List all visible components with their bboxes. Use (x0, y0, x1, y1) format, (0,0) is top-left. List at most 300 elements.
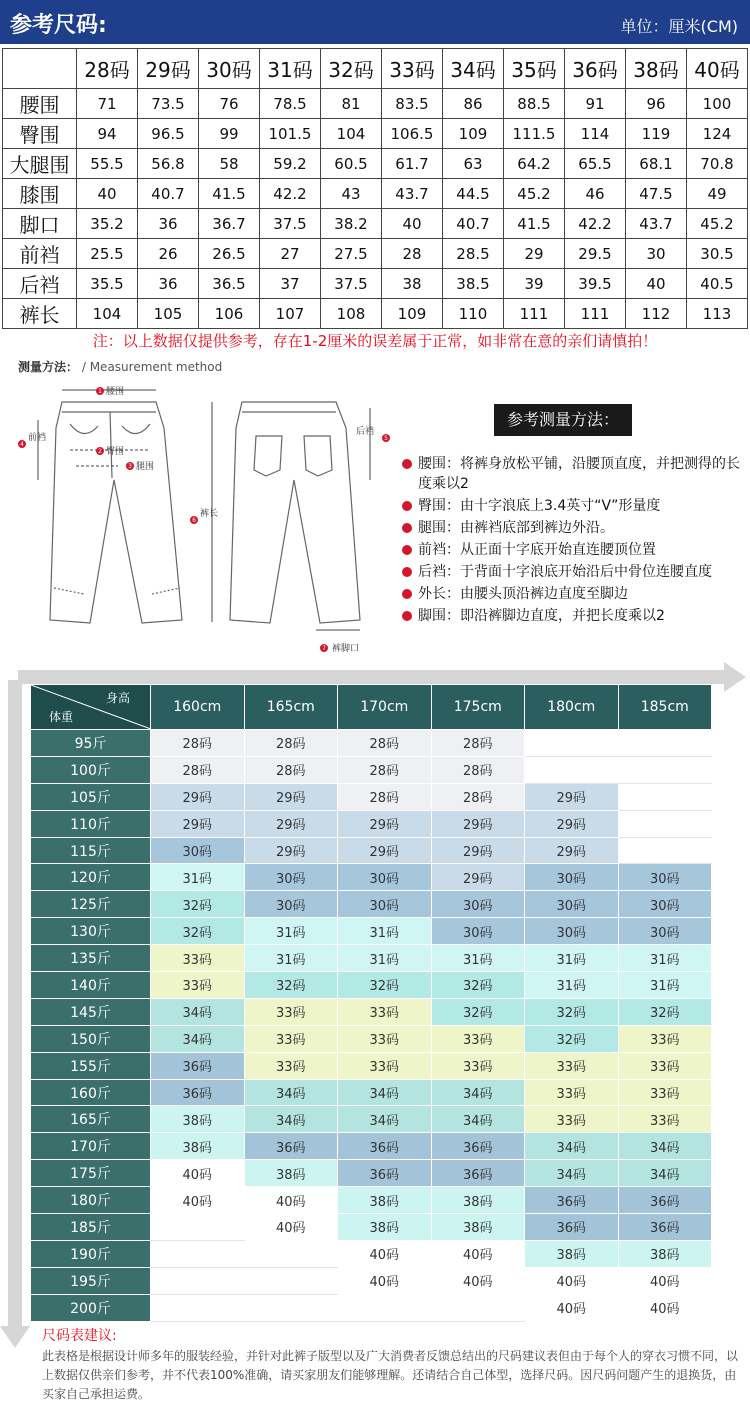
rec-cell: 36码 (525, 1214, 619, 1241)
rec-row (31, 1267, 712, 1294)
diagram-num-5: 5 (384, 435, 388, 442)
size-cell: 78.5 (260, 89, 321, 119)
rec-cell: 40码 (431, 1267, 525, 1294)
arrow-vertical (8, 680, 22, 1330)
rec-cell: 36码 (431, 1133, 525, 1160)
size-row (3, 239, 748, 269)
rec-cell: 33码 (338, 1052, 432, 1079)
rec-cell: 34码 (244, 1079, 338, 1106)
rec-cell (618, 756, 712, 783)
size-cell: 59.2 (260, 149, 321, 179)
size-cell: 106.5 (382, 119, 443, 149)
rec-cell: 32码 (244, 972, 338, 999)
size-cell: 91 (565, 89, 626, 119)
diagram-label-length: 裤长 (200, 509, 219, 519)
rec-cell: 40码 (525, 1294, 619, 1321)
rec-cell: 31码 (338, 945, 432, 972)
size-header: 30码 (199, 49, 260, 89)
rec-cell: 30码 (244, 864, 338, 891)
measure-method-en: / Measurement method (81, 360, 223, 374)
rec-cell: 31码 (244, 918, 338, 945)
instruction-item (402, 496, 747, 516)
rec-cell (244, 1294, 338, 1321)
rec-cell: 33码 (244, 1052, 338, 1079)
rec-row (31, 837, 712, 864)
rec-cell: 40码 (618, 1294, 712, 1321)
size-header: 38码 (626, 49, 687, 89)
rec-cell: 33码 (525, 1052, 619, 1079)
size-row (3, 119, 748, 149)
rec-cell: 32码 (338, 972, 432, 999)
size-cell: 96.5 (138, 119, 199, 149)
rec-cell: 34码 (618, 1133, 712, 1160)
weight-label: 140斤 (31, 972, 151, 999)
size-cell: 81 (321, 89, 382, 119)
rec-cell: 29码 (151, 810, 245, 837)
rec-cell: 29码 (244, 783, 338, 810)
size-cell: 106 (199, 299, 260, 329)
weight-label: 170斤 (31, 1133, 151, 1160)
rec-cell: 36码 (618, 1187, 712, 1214)
size-row-label: 脚口 (3, 209, 77, 239)
rec-cell: 33码 (525, 1079, 619, 1106)
size-cell: 71 (77, 89, 138, 119)
measure-method-cn: 测量方法： (18, 360, 79, 374)
rec-cell: 32码 (431, 998, 525, 1025)
rec-cell: 30码 (618, 918, 712, 945)
size-cell: 60.5 (321, 149, 382, 179)
rec-cell: 33码 (338, 998, 432, 1025)
size-cell: 64.2 (504, 149, 565, 179)
size-cell: 55.5 (77, 149, 138, 179)
rec-cell: 32码 (151, 891, 245, 918)
rec-cell: 28码 (431, 730, 525, 757)
rec-cell: 40码 (151, 1187, 245, 1214)
size-row-label: 腰围 (3, 89, 77, 119)
arrow-vertical-head (0, 1326, 30, 1348)
rec-cell: 36码 (525, 1187, 619, 1214)
instruction-item (402, 562, 747, 582)
bullet-icon (402, 611, 412, 621)
pants-diagram (14, 380, 394, 655)
rec-cell: 36码 (151, 1052, 245, 1079)
instruction-text: 后裆：于背面十字浪底开始沿后中骨位连腰直度 (418, 564, 712, 580)
size-cell: 114 (565, 119, 626, 149)
size-cell: 63 (443, 149, 504, 179)
size-header: 36码 (565, 49, 626, 89)
size-cell: 61.7 (382, 149, 443, 179)
size-cell: 73.5 (138, 89, 199, 119)
diagram-num-3: 3 (128, 463, 132, 470)
header-unit: 单位：厘米(CM) (620, 17, 738, 36)
size-cell: 40 (626, 269, 687, 299)
instruction-text: 腰围：将裤身放松平铺，沿腰顶直度，并把测得的长度乘以2 (418, 456, 740, 492)
size-cell: 101.5 (260, 119, 321, 149)
header-title: 参考尺码: (10, 13, 107, 38)
rec-cell: 38码 (151, 1133, 245, 1160)
size-cell: 43.7 (626, 209, 687, 239)
size-cell: 113 (687, 299, 748, 329)
size-cell: 25.5 (77, 239, 138, 269)
rec-cell: 32码 (431, 972, 525, 999)
size-cell: 100 (687, 89, 748, 119)
size-cell: 119 (626, 119, 687, 149)
bullet-icon (402, 567, 412, 577)
rec-cell: 40码 (525, 1267, 619, 1294)
size-cell: 96 (626, 89, 687, 119)
weight-label: 180斤 (31, 1187, 151, 1214)
weight-label: 190斤 (31, 1240, 151, 1267)
bullet-icon (402, 501, 412, 511)
size-cell: 36.7 (199, 209, 260, 239)
instruction-text: 腿围：由裤裆底部到裤边外沿。 (418, 520, 614, 536)
corner-height-label: 身高 (105, 691, 130, 705)
size-cell: 104 (77, 299, 138, 329)
rec-row (31, 1187, 712, 1214)
size-cell: 124 (687, 119, 748, 149)
rec-cell: 29码 (431, 864, 525, 891)
weight-label: 160斤 (31, 1079, 151, 1106)
rec-row (31, 1025, 712, 1052)
rec-cell: 32码 (525, 998, 619, 1025)
rec-row (31, 945, 712, 972)
size-cell: 108 (321, 299, 382, 329)
size-cell: 105 (138, 299, 199, 329)
diagram-label-hip: 臀围 (106, 447, 125, 457)
arrow-horizontal (18, 670, 728, 684)
height-header: 185cm (618, 685, 712, 730)
header-bar (0, 0, 750, 44)
diagram-num-1: 1 (98, 388, 102, 395)
size-cell: 88.5 (504, 89, 565, 119)
rec-cell: 33码 (431, 1052, 525, 1079)
height-header: 180cm (525, 685, 619, 730)
weight-label: 150斤 (31, 1025, 151, 1052)
rec-cell: 30码 (525, 918, 619, 945)
height-header: 175cm (431, 685, 525, 730)
size-cell: 40.7 (138, 179, 199, 209)
instruction-text: 臀围：由十字浪底上3.4英寸“V”形量度 (418, 498, 661, 514)
diagram-num-6: 6 (192, 517, 196, 524)
arrow-horizontal-head (724, 662, 746, 692)
rec-cell: 33码 (244, 1025, 338, 1052)
rec-row (31, 864, 712, 891)
size-row (3, 269, 748, 299)
size-cell: 37 (260, 269, 321, 299)
rec-cell: 31码 (338, 918, 432, 945)
rec-cell: 30码 (338, 891, 432, 918)
size-cell: 27.5 (321, 239, 382, 269)
rec-cell: 33码 (618, 1025, 712, 1052)
corner-weight-label: 体重 (49, 710, 74, 724)
rec-cell: 40码 (244, 1187, 338, 1214)
rec-cell: 28码 (338, 783, 432, 810)
rec-cell: 28码 (431, 783, 525, 810)
rec-cell: 29码 (431, 837, 525, 864)
rec-cell: 30码 (525, 891, 619, 918)
size-cell: 27 (260, 239, 321, 269)
rec-cell (244, 1267, 338, 1294)
rec-cell: 34码 (338, 1079, 432, 1106)
size-row-label: 大腿围 (3, 149, 77, 179)
size-row-label: 裤长 (3, 299, 77, 329)
height-header: 170cm (338, 685, 432, 730)
size-header: 40码 (687, 49, 748, 89)
weight-label: 185斤 (31, 1214, 151, 1241)
weight-label: 155斤 (31, 1052, 151, 1079)
rec-cell: 38码 (338, 1187, 432, 1214)
size-cell: 37.5 (321, 269, 382, 299)
rec-cell: 33码 (151, 945, 245, 972)
weight-label: 105斤 (31, 783, 151, 810)
rec-cell: 36码 (338, 1133, 432, 1160)
instruction-item (402, 584, 747, 604)
rec-row (31, 998, 712, 1025)
diagram-num-7: 7 (322, 645, 326, 652)
rec-cell: 32码 (525, 1025, 619, 1052)
instruction-text: 前裆：从正面十字底开始直连腰顶位置 (418, 542, 656, 558)
size-cell: 39.5 (565, 269, 626, 299)
size-cell: 40.5 (687, 269, 748, 299)
rec-cell: 34码 (431, 1079, 525, 1106)
rec-cell: 32码 (151, 918, 245, 945)
size-cell: 28.5 (443, 239, 504, 269)
size-header: 33码 (382, 49, 443, 89)
diagram-num-2: 2 (98, 448, 102, 455)
rec-cell: 31码 (618, 945, 712, 972)
bullet-icon (402, 589, 412, 599)
weight-label: 135斤 (31, 945, 151, 972)
rec-cell: 33码 (338, 1025, 432, 1052)
size-cell: 30 (626, 239, 687, 269)
diagram-label-waist: 腰围 (106, 387, 125, 397)
size-cell: 70.8 (687, 149, 748, 179)
size-cell: 45.2 (687, 209, 748, 239)
rec-cell: 28码 (338, 730, 432, 757)
size-cell: 41.5 (504, 209, 565, 239)
size-cell: 111 (504, 299, 565, 329)
measure-method-label (18, 358, 222, 375)
rec-cell: 28码 (338, 756, 432, 783)
rec-cell: 28码 (151, 730, 245, 757)
size-cell: 94 (77, 119, 138, 149)
rec-cell: 29码 (431, 810, 525, 837)
rec-cell: 34码 (338, 1106, 432, 1133)
size-cell: 56.8 (138, 149, 199, 179)
size-cell: 42.2 (260, 179, 321, 209)
instruction-item (402, 518, 747, 538)
rec-cell: 33码 (618, 1052, 712, 1079)
size-cell: 110 (443, 299, 504, 329)
rec-cell: 28码 (244, 756, 338, 783)
rec-cell (431, 1294, 525, 1321)
size-cell: 38 (382, 269, 443, 299)
rec-row (31, 918, 712, 945)
size-cell: 99 (199, 119, 260, 149)
weight-label: 195斤 (31, 1267, 151, 1294)
size-cell: 29.5 (565, 239, 626, 269)
size-cell: 47.5 (626, 179, 687, 209)
rec-cell: 36码 (151, 1079, 245, 1106)
rec-row (31, 810, 712, 837)
rec-cell (151, 1240, 245, 1267)
size-cell: 109 (382, 299, 443, 329)
instruction-item (402, 454, 747, 494)
size-cell: 30.5 (687, 239, 748, 269)
rec-cell: 29码 (244, 810, 338, 837)
size-cell: 43 (321, 179, 382, 209)
rec-cell: 38码 (618, 1240, 712, 1267)
rec-row (31, 1052, 712, 1079)
rec-row (31, 972, 712, 999)
rec-row (31, 1240, 712, 1267)
rec-cell (618, 730, 712, 757)
rec-cell: 36码 (244, 1133, 338, 1160)
rec-cell: 34码 (151, 998, 245, 1025)
rec-cell: 28码 (244, 730, 338, 757)
weight-label: 95斤 (31, 730, 151, 757)
rec-cell: 29码 (525, 783, 619, 810)
rec-cell: 30码 (431, 918, 525, 945)
rec-row (31, 756, 712, 783)
diagram-label-thigh: 腿围 (136, 462, 155, 472)
rec-cell (151, 1294, 245, 1321)
rec-cell: 38码 (525, 1240, 619, 1267)
rec-cell: 30码 (618, 891, 712, 918)
size-cell: 76 (199, 89, 260, 119)
rec-row (31, 730, 712, 757)
rec-cell: 38码 (431, 1214, 525, 1241)
rec-cell: 30码 (244, 891, 338, 918)
size-row-label: 后裆 (3, 269, 77, 299)
rec-cell (525, 730, 619, 757)
instruction-text: 脚围：即沿裤脚边直度，并把长度乘以2 (418, 608, 665, 624)
weight-label: 120斤 (31, 864, 151, 891)
rec-cell: 40码 (244, 1214, 338, 1241)
weight-label: 130斤 (31, 918, 151, 945)
rec-cell: 29码 (525, 837, 619, 864)
size-cell: 39 (504, 269, 565, 299)
rec-cell: 31码 (431, 945, 525, 972)
rec-cell: 33码 (618, 1079, 712, 1106)
rec-cell: 30码 (151, 837, 245, 864)
rec-cell: 33码 (431, 1025, 525, 1052)
size-header: 35码 (504, 49, 565, 89)
rec-row (31, 1133, 712, 1160)
size-header: 31码 (260, 49, 321, 89)
weight-label: 175斤 (31, 1160, 151, 1187)
rec-cell: 38码 (244, 1160, 338, 1187)
size-row-label: 臀围 (3, 119, 77, 149)
instruction-item (402, 540, 747, 560)
size-cell: 28 (382, 239, 443, 269)
size-cell: 46 (565, 179, 626, 209)
rec-cell: 29码 (338, 837, 432, 864)
rec-cell (618, 783, 712, 810)
rec-cell: 40码 (151, 1160, 245, 1187)
size-header: 32码 (321, 49, 382, 89)
weight-label: 115斤 (31, 837, 151, 864)
diagram-label-back-rise: 后裆 (356, 427, 375, 437)
instruction-text: 外长：由腰头顶沿裤边直度至脚边 (418, 586, 628, 602)
size-row-label: 前裆 (3, 239, 77, 269)
rec-cell (618, 837, 712, 864)
weight-label: 145斤 (31, 998, 151, 1025)
size-cell: 109 (443, 119, 504, 149)
size-cell: 68.1 (626, 149, 687, 179)
size-cell: 40 (77, 179, 138, 209)
disclaimer-note: 注：以上数据仅提供参考，存在1-2厘米的误差属于正常，如非常在意的亲们请慎拍！ (92, 332, 658, 350)
weight-label: 110斤 (31, 810, 151, 837)
rec-cell: 38码 (431, 1187, 525, 1214)
rec-cell: 29码 (338, 810, 432, 837)
rec-cell: 36码 (618, 1214, 712, 1241)
rec-cell: 34码 (525, 1160, 619, 1187)
rec-cell: 29码 (244, 837, 338, 864)
ref-method-title: 参考测量方法： (494, 404, 632, 436)
rec-row (31, 1106, 712, 1133)
rec-cell: 33码 (525, 1106, 619, 1133)
size-header: 34码 (443, 49, 504, 89)
size-cell: 42.2 (565, 209, 626, 239)
rec-cell: 31码 (525, 972, 619, 999)
rec-cell: 33码 (618, 1106, 712, 1133)
rec-cell: 30码 (618, 864, 712, 891)
rec-cell: 40码 (431, 1240, 525, 1267)
size-cell: 86 (443, 89, 504, 119)
rec-cell: 33码 (151, 972, 245, 999)
rec-cell: 34码 (244, 1106, 338, 1133)
rec-cell: 31码 (244, 945, 338, 972)
rec-cell: 34码 (618, 1160, 712, 1187)
size-row (3, 299, 748, 329)
size-cell: 44.5 (443, 179, 504, 209)
size-recommendation-table (30, 684, 712, 1322)
height-header: 165cm (244, 685, 338, 730)
size-cell: 49 (687, 179, 748, 209)
rec-cell: 34码 (525, 1133, 619, 1160)
rec-cell: 38码 (338, 1214, 432, 1241)
size-row-label: 膝围 (3, 179, 77, 209)
size-cell: 104 (321, 119, 382, 149)
height-header: 160cm (151, 685, 245, 730)
suggestion-body: 此表格是根据设计师多年的服装经验，并针对此裤子版型以及广大消费者反馈总结出的尺码建议表但由于每个人的穿衣习惯不同，以上数据仅供亲们参考，并不代表100%准确，请买家朋友们能够理解。还请结合自己体型，选择尺码。因尺码问题产生的退换货，由买家自己承担运费。 (42, 1349, 739, 1401)
rec-cell: 28码 (151, 756, 245, 783)
rec-cell: 31码 (618, 972, 712, 999)
rec-cell: 30码 (431, 891, 525, 918)
rec-cell: 40码 (618, 1267, 712, 1294)
rec-cell: 40码 (338, 1267, 432, 1294)
rec-cell: 29码 (525, 810, 619, 837)
size-cell: 36 (138, 209, 199, 239)
size-cell: 29 (504, 239, 565, 269)
rec-cell: 40码 (338, 1240, 432, 1267)
diagram-label-front-rise: 前裆 (28, 433, 47, 443)
size-cell: 111 (565, 299, 626, 329)
rec-cell (151, 1267, 245, 1294)
rec-cell: 30码 (525, 864, 619, 891)
size-cell: 111.5 (504, 119, 565, 149)
size-cell: 35.2 (77, 209, 138, 239)
size-cell: 36.5 (199, 269, 260, 299)
rec-cell (244, 1240, 338, 1267)
rec-row (31, 783, 712, 810)
rec-cell: 34码 (151, 1025, 245, 1052)
suggestion-title: 尺码表建议: (42, 1328, 117, 1344)
rec-cell: 31码 (525, 945, 619, 972)
diagram-label-hem: 裤脚口 (332, 644, 360, 654)
size-header: 28码 (77, 49, 138, 89)
